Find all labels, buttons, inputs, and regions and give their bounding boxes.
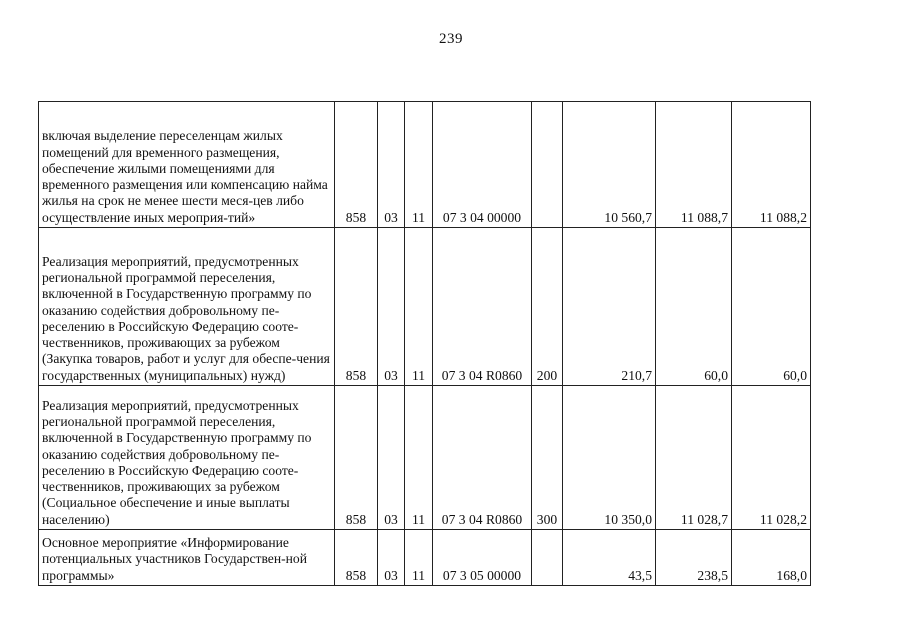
amount-year-1: 210,7 (563, 228, 656, 386)
amount-year-1: 10 350,0 (563, 386, 656, 530)
section-code: 03 (378, 102, 405, 228)
row-description: Реализация мероприятий, предусмотренных региональной программой переселения, включенной в Государственную программу по оказанию содействия добровольному пе-реселению в Российскую Федерацию сооте-чественников, проживающих за рубежом (Социальное обеспечение и иные выплаты населению) (39, 386, 335, 530)
amount-year-3: 60,0 (732, 228, 811, 386)
target-article-code: 07 3 04 00000 (433, 102, 532, 228)
subsection-code: 11 (405, 228, 433, 386)
subsection-code: 11 (405, 102, 433, 228)
table-row (39, 228, 811, 386)
section-code: 03 (378, 386, 405, 530)
amount-year-1: 10 560,7 (563, 102, 656, 228)
ministry-code: 858 (335, 386, 378, 530)
target-article-code: 07 3 04 R0860 (433, 228, 532, 386)
subsection-code: 11 (405, 530, 433, 586)
table-row (39, 386, 811, 530)
amount-year-2: 238,5 (656, 530, 732, 586)
expense-type-code (532, 102, 563, 228)
amount-year-3: 168,0 (732, 530, 811, 586)
table-row (39, 102, 811, 228)
amount-year-2: 60,0 (656, 228, 732, 386)
target-article-code: 07 3 04 R0860 (433, 386, 532, 530)
table-row (39, 530, 811, 586)
ministry-code: 858 (335, 228, 378, 386)
expense-type-code: 300 (532, 386, 563, 530)
expense-type-code (532, 530, 563, 586)
expense-type-code: 200 (532, 228, 563, 386)
amount-year-3: 11 088,2 (732, 102, 811, 228)
section-code: 03 (378, 530, 405, 586)
page-number: 239 (439, 31, 463, 47)
subsection-code: 11 (405, 386, 433, 530)
budget-table (38, 101, 811, 586)
amount-year-2: 11 028,7 (656, 386, 732, 530)
section-code: 03 (378, 228, 405, 386)
amount-year-3: 11 028,2 (732, 386, 811, 530)
amount-year-1: 43,5 (563, 530, 656, 586)
row-description: Реализация мероприятий, предусмотренных региональной программой переселения, включенной в Государственную программу по оказанию содействия добровольному пе-реселению в Российскую Федерацию сооте-чественников, проживающих за рубежом (Закупка товаров, работ и услуг для обеспе-чения государственных (муниципальных) нужд) (39, 228, 335, 386)
target-article-code: 07 3 05 00000 (433, 530, 532, 586)
ministry-code: 858 (335, 530, 378, 586)
amount-year-2: 11 088,7 (656, 102, 732, 228)
row-description: включая выделение переселенцам жилых помещений для временного размещения, обеспечение жилыми помещениями для временного размещения или компенсацию найма жилья на срок не менее шести меся-цев либо осуществление иных мероприя-тий» (39, 102, 335, 228)
ministry-code: 858 (335, 102, 378, 228)
row-description: Основное мероприятие «Информирование потенциальных участников Государствен-ной программы» (39, 530, 335, 586)
